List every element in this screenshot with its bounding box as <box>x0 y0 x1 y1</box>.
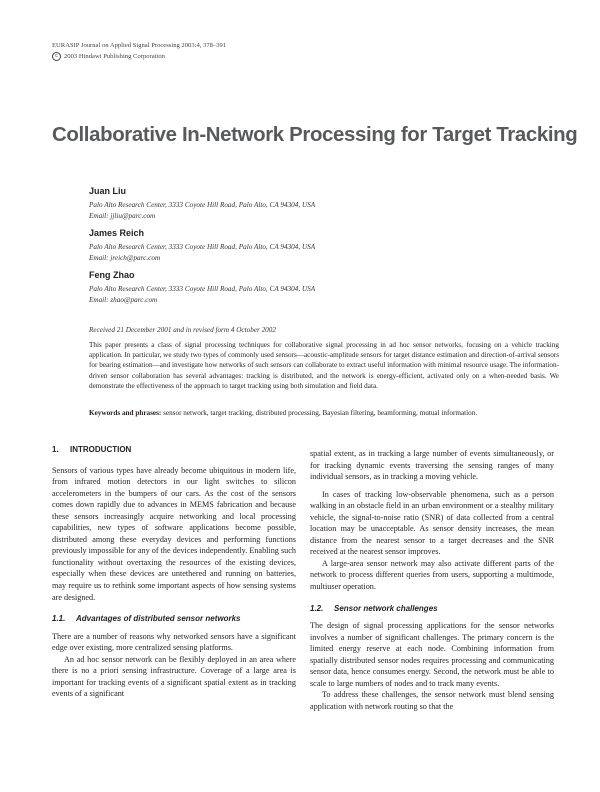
author-email: Email: jreich@parc.com <box>89 253 161 262</box>
section-heading <box>52 444 296 456</box>
paper-title: Collaborative In-Network Processing for Target Tracking <box>52 124 578 146</box>
author-email: Email: zhao@parc.com <box>89 295 158 304</box>
paragraph: spatial extent, as in tracking a large number of events simultaneously, or for tracking dynamic events traversing the sensing ranges of many individual sensors, as in tracking a moving vehicle. <box>310 449 554 482</box>
subsection-number: 1.2. <box>310 603 324 613</box>
subsection-number: 1.1. <box>52 614 66 624</box>
copyright-line <box>52 51 226 62</box>
paragraph: Sensors of various types have already become ubiquitous in modern life, from infrared motion detectors in our light switches to silicon accelerometers in the bumpers of our cars. As the cost of the sensors comes down rapidly due to advances in MEMS fabrication and because these sensors increasingly acquire networking and local processing capabilities, new types of software applications become possible, distributed among these everyday devices and performing functions previously impossible for any of the devices independently. Enabling such functionality without overtaxing the resources of the existing devices, especially when these devices are untethered and running on batteries, may require us to rethink some important aspects of how sensing systems are designed. <box>52 465 296 602</box>
journal-header <box>52 40 226 62</box>
paragraph: A large-area sensor network may also activate different parts of the network to process different queries from users, supporting a multimode, multiuser operation. <box>310 558 554 592</box>
author-affiliation: Palo Alto Research Center, 3333 Coyote Hill Road, Palo Alto, CA 94304, USA <box>89 285 316 293</box>
author-email: Email: jjliu@parc.com <box>89 211 156 220</box>
journal-citation: EURASIP Journal on Applied Signal Processing 2003:4, 378–391 <box>52 42 227 49</box>
author-block <box>89 186 559 221</box>
paragraph: An ad hoc sensor network can be flexibly deployed in an area where there is no a priori sensing infrastructure. Coverage of a large area is important for tracking events of a significant spatial extent as in tracking events of a significant <box>52 654 296 699</box>
author-affiliation: Palo Alto Research Center, 3333 Coyote Hill Road, Palo Alto, CA 94304, USA <box>89 243 316 251</box>
left-column <box>52 444 296 700</box>
abstract: This paper presents a class of signal processing techniques for collaborative signal processing in ad hoc sensor networks, focusing on a vehicle tracking application. In particular, we study two types of commonly used sensors—acoustic-amplitude sensors for target distance estimation and direction-of-arrival sensors for bearing estimation—and investigate how networks of such sensors can collaborate to extract useful information with minimal resource usage. The information-driven sensor collaboration has several advantages: tracking is distributed, and the network is energy-efficient, activated only on a when-needed basis. We demonstrate the effectiveness of the approach to target tracking using both simulation and field data. <box>89 341 559 390</box>
keywords-text: sensor network, target tracking, distributed processing, Bayesian filtering, beamforming, mutual information. <box>163 409 478 417</box>
author-block <box>89 270 559 305</box>
paragraph: To address these challenges, the sensor network must blend sensing application with network routing so that the <box>310 690 554 711</box>
author-name: Juan Liu <box>89 186 127 196</box>
subsection-title: Advantages of distributed sensor networks <box>76 614 241 624</box>
subsection-title: Sensor network challenges <box>334 603 438 613</box>
paragraph: There are a number of reasons why networked sensors have a significant edge over existing, more centralized sensing platforms. <box>52 631 296 653</box>
subsection-heading <box>52 613 296 625</box>
received-date: Received 21 December 2001 and in revised form 4 October 2002 <box>89 326 276 334</box>
author-block <box>89 228 559 263</box>
author-name: Feng Zhao <box>89 270 135 280</box>
copyright-text: 2003 Hindawi Publishing Corporation <box>64 53 165 60</box>
right-column <box>310 448 554 712</box>
subsection-heading <box>310 603 554 615</box>
author-affiliation: Palo Alto Research Center, 3333 Coyote Hill Road, Palo Alto, CA 94304, USA <box>89 201 316 209</box>
copyright-icon: c <box>52 52 61 61</box>
keywords-label: Keywords and phrases: <box>89 409 162 417</box>
paragraph: In cases of tracking low-observable phenomena, such as a person walking in an obstacle field in an urban environment or a stealthy military vehicle, the signal-to-noise ratio (SNR) of data collected from a central location may be unacceptable. As sensor density increases, the mean distance from the nearest sensor to a target decreases and the SNR received at the nearest sensor improves. <box>310 489 554 557</box>
section-title: INTRODUCTION <box>70 445 132 454</box>
paragraph: The design of signal processing applications for the sensor networks involves a number of significant challenges. The primary concern is the limited energy reserve at each node. Combining information from spatially distributed sensor nodes requires processing and communicating sensor data, hence consumes energy. Second, the network must be able to scale to large numbers of nodes and to track many events. <box>310 621 554 688</box>
section-number: 1. <box>52 445 59 454</box>
author-list <box>89 186 559 312</box>
keywords <box>89 408 559 418</box>
author-name: James Reich <box>89 228 145 238</box>
